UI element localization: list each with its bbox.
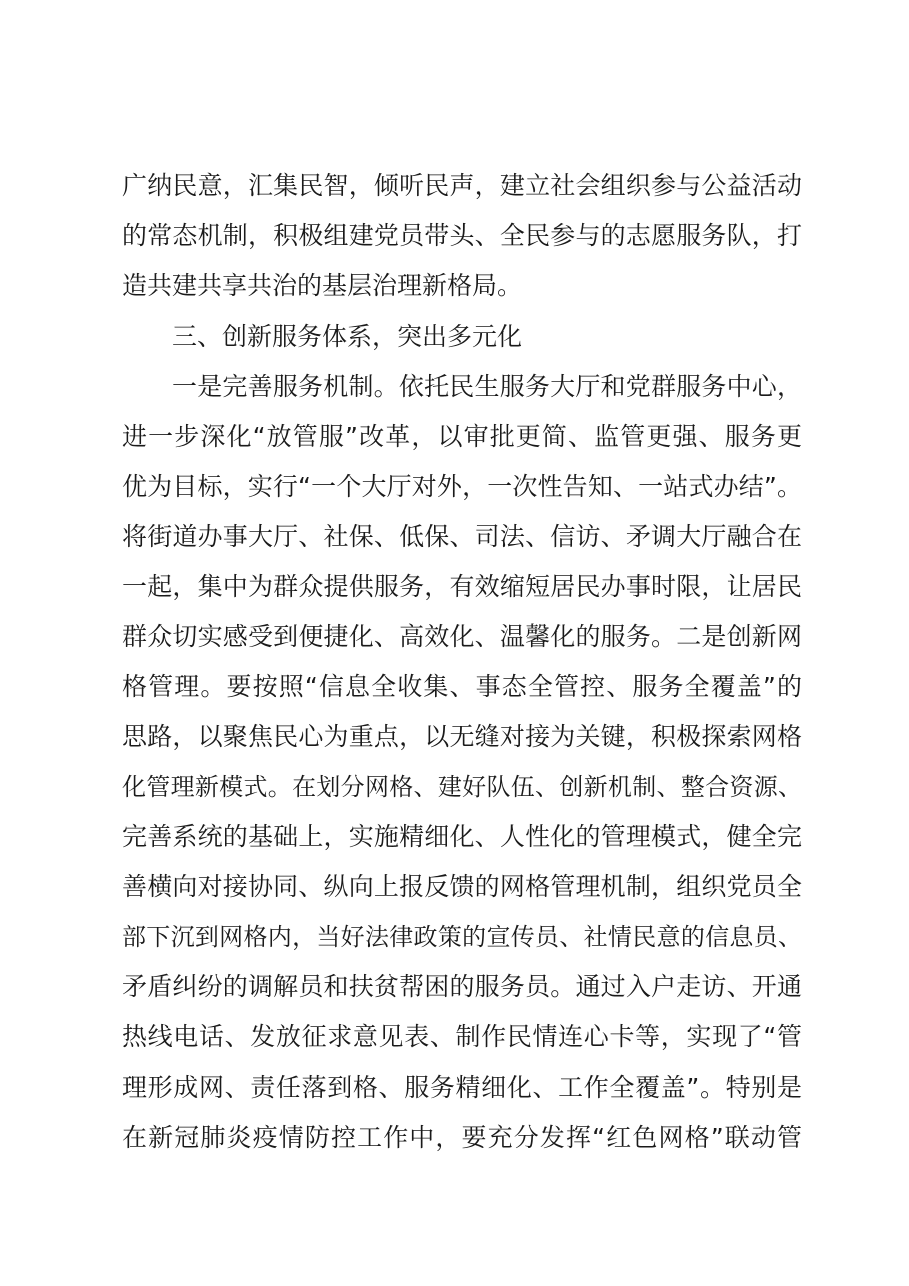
text-line: 化管理新模式。在划分网格、建好队伍、创新机制、整合资源、 (122, 773, 802, 801)
text-line: 善横向对接协同、纵向上报反馈的网格管理机制，组织党员全 (122, 872, 802, 901)
section-heading: 三、创新服务体系，突出多元化 (172, 322, 523, 351)
text-line: 进一步深化“放管服”改革，以审批更简、监管更强、服务更 (122, 422, 802, 451)
text-line: 广纳民意，汇集民智，倾听民声，建立社会组织参与公益活动 (122, 171, 802, 200)
text-line: 热线电话、发放征求意见表、制作民情连心卡等，实现了“管 (122, 1022, 802, 1051)
text-line: 矛盾纠纷的调解员和扶贫帮困的服务员。通过入户走访、开通 (122, 972, 802, 1001)
text-line: 优为目标，实行“一个大厅对外，一次性告知、一站式办结”。 (122, 472, 802, 501)
text-line: 完善系统的基础上，实施精细化、人性化的管理模式，健全完 (122, 822, 802, 851)
text-line: 一是完善服务机制。依托民生服务大厅和党群服务中心， (172, 372, 802, 401)
text-line: 一起，集中为群众提供服务，有效缩短居民办事时限，让居民 (122, 572, 802, 601)
text-line: 格管理。要按照“信息全收集、事态全管控、服务全覆盖”的 (122, 672, 802, 701)
text-line: 将街道办事大厅、社保、低保、司法、信访、矛调大厅融合在 (122, 522, 802, 551)
text-line: 在新冠肺炎疫情防控工作中，要充分发挥“红色网格”联动管 (122, 1123, 802, 1152)
text-line: 部下沉到网格内，当好法律政策的宣传员、社情民意的信息员、 (122, 923, 802, 951)
text-line: 思路，以聚焦民心为重点，以无缝对接为关键，积极探索网格 (122, 722, 802, 751)
text-line: 群众切实感受到便捷化、高效化、温馨化的服务。二是创新网 (122, 622, 802, 651)
text-line: 理形成网、责任落到格、服务精细化、工作全覆盖”。特别是 (122, 1073, 802, 1102)
text-line: 的常态机制，积极组建党员带头、全民参与的志愿服务队，打 (122, 221, 802, 250)
text-line: 造共建共享共治的基层治理新格局。 (122, 271, 523, 300)
